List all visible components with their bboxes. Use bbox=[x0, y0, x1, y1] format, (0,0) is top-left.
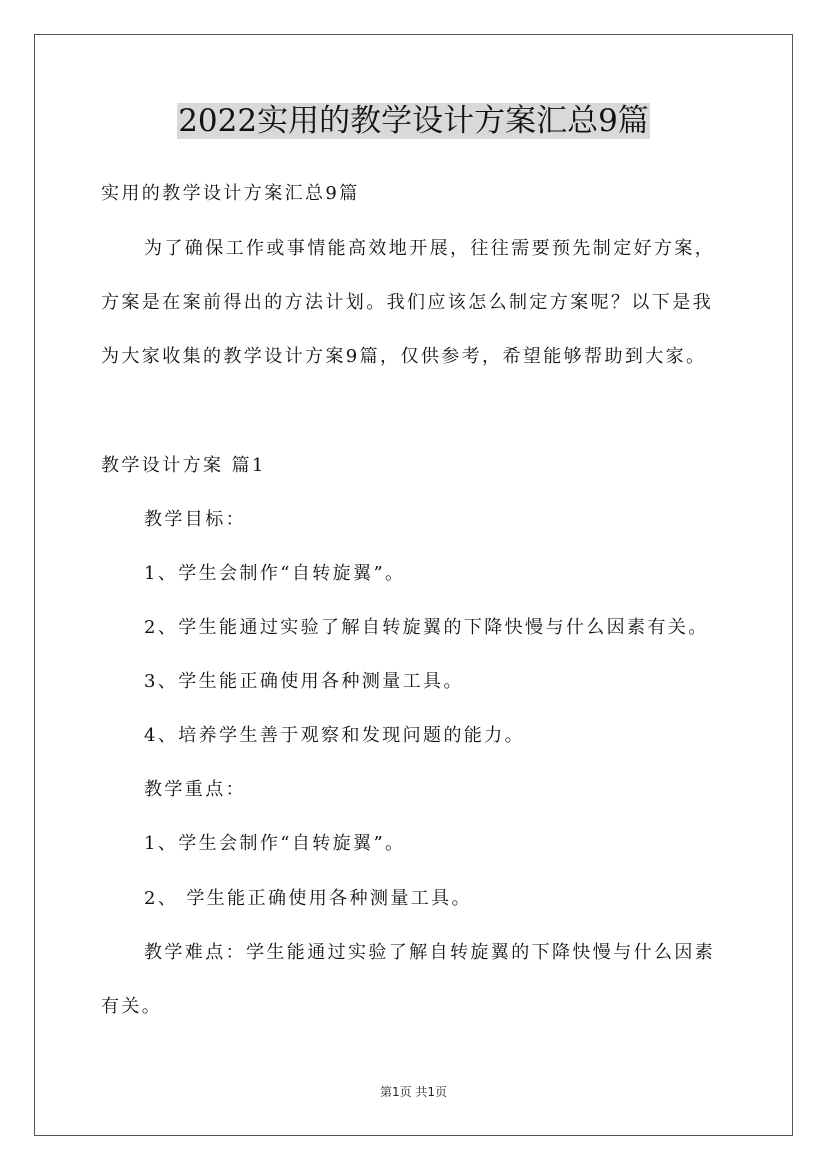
document-title bbox=[0, 100, 827, 142]
intro-line-1: 为了确保工作或事情能高效地开展，往往需要预先制定好方案， bbox=[144, 238, 716, 259]
page-footer: 第1页 共1页 bbox=[379, 1085, 448, 1099]
key-point-item-2: 2、 学生能正确使用各种测量工具。 bbox=[144, 888, 472, 909]
intro-line-3: 为大家收集的教学设计方案9篇，仅供参考，希望能够帮助到大家。 bbox=[101, 346, 707, 367]
difficulty-line-2: 有关。 bbox=[101, 996, 163, 1017]
key-points-label: 教学重点： bbox=[144, 779, 246, 800]
difficulty-line-1: 教学难点：学生能通过实验了解自转旋翼的下降快慢与什么因素 bbox=[144, 942, 716, 963]
intro-line-2: 方案是在案前得出的方法计划。我们应该怎么制定方案呢？以下是我 bbox=[101, 292, 713, 313]
section-heading: 教学设计方案 篇1 bbox=[101, 455, 266, 476]
key-point-item-1: 1、学生会制作“自转旋翼”。 bbox=[144, 833, 406, 854]
objective-item-1: 1、学生会制作“自转旋翼”。 bbox=[144, 563, 406, 584]
document-subtitle: 实用的教学设计方案汇总9篇 bbox=[101, 183, 360, 204]
objective-item-3: 3、学生能正确使用各种测量工具。 bbox=[144, 671, 464, 692]
document-title-text: 2022实用的教学设计方案汇总9篇 bbox=[178, 103, 649, 139]
objective-item-2: 2、学生能通过实验了解自转旋翼的下降快慢与什么因素有关。 bbox=[144, 617, 709, 638]
objectives-label: 教学目标： bbox=[144, 509, 246, 530]
objective-item-4: 4、培养学生善于观察和发现问题的能力。 bbox=[144, 725, 526, 746]
